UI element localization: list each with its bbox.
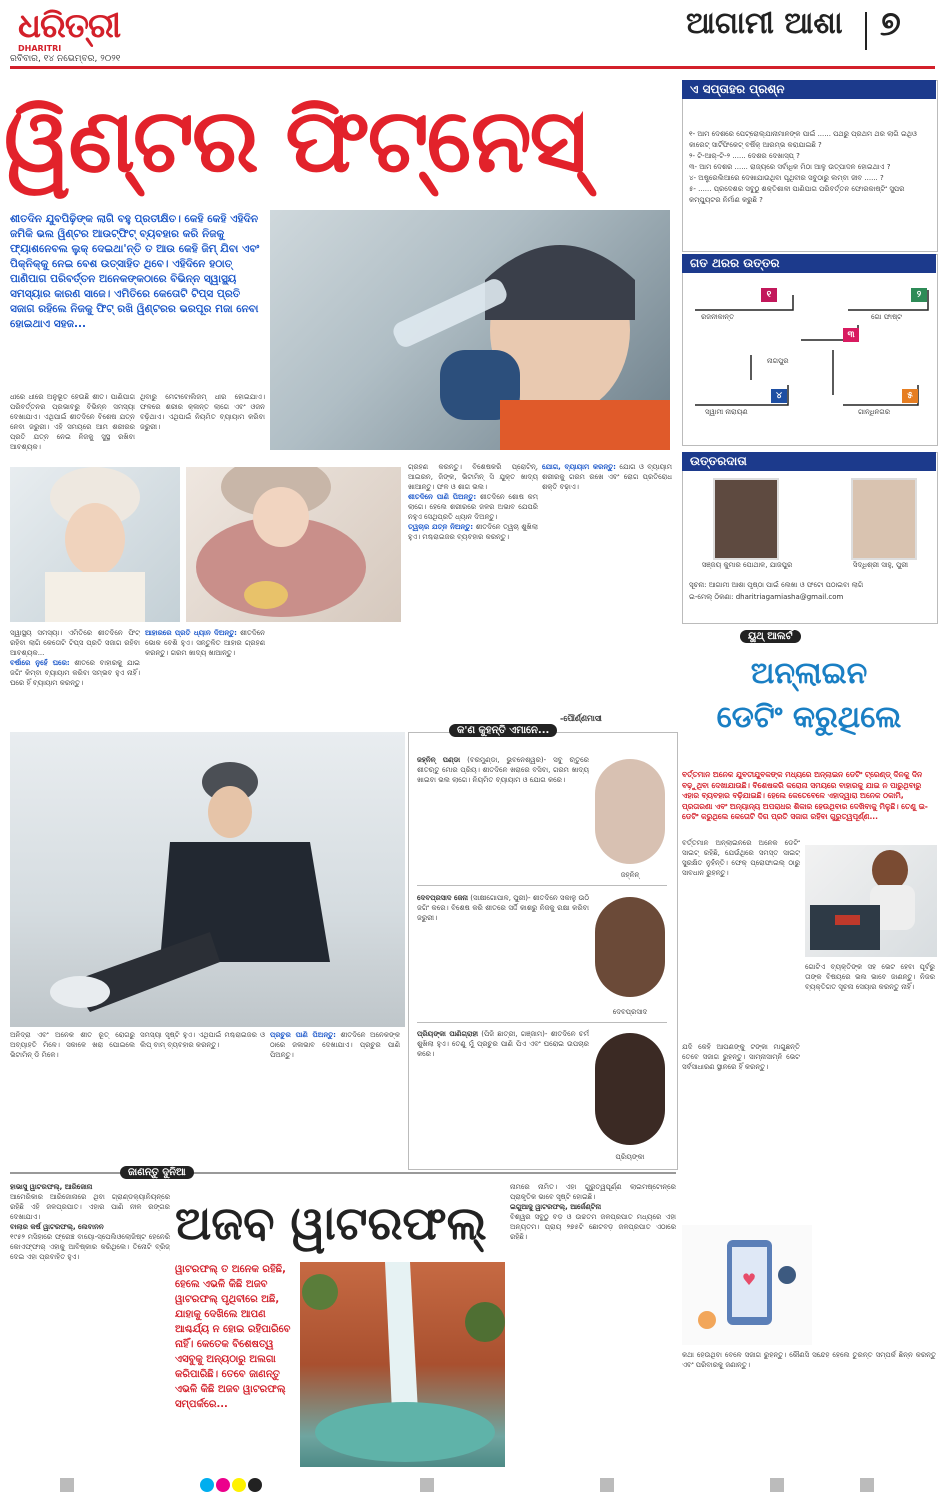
caption-under-girl: ସ୍ୱାସ୍ଥ୍ୟ ସମସ୍ୟା। ଏମିତିରେ ଶୀତଦିନେ ଫିଟ୍ ରହିବା ଲାଗି କେତୋଟି ଟିପ୍ସ ପ୍ରତି ସଜାଗ ରହିବା ଆବଶ୍ୟକ... bbox=[10, 629, 140, 657]
answerers-note-2: ଇ-ମେଲ୍ ଠିକଣା: dharitriagamiasha@gmail.com bbox=[689, 593, 844, 601]
hero-photo-illustration bbox=[270, 210, 670, 450]
dating-app-illustration bbox=[682, 1225, 812, 1345]
opinion-3-caption: ପ୍ରିୟଙ୍କା bbox=[615, 1153, 645, 1161]
sub-4-text: ଶୀତଦିନେ ତ୍ୱଚା ଶୁଖିଲା ହୁଏ। ମଶ୍ଚରାଇଜର ବ୍ୟବହାର କରନ୍ତୁ। bbox=[408, 523, 538, 541]
registration-mark bbox=[232, 1478, 246, 1492]
sub-1-title: ବର୍ଷାରେ ନୁହେଁ ଘରେ: bbox=[10, 659, 70, 667]
question-box-header: ଏ ସପ୍ତାହର ପ୍ରଶ୍ନ bbox=[682, 80, 936, 99]
masthead-rule bbox=[10, 66, 935, 69]
opinion-1-photo bbox=[595, 759, 665, 864]
question-item: ୫- ...... ପ୍ରଦେଶର ସବୁଠୁ ଶକ୍ତିଶାଳୀ ପାଣିପାଗ ପରିବର୍ତ୍ତନ ଫୋରକାଷ୍ଟିଂ ସୁପର କମ୍ପ୍ୟୁଟର ନିର୍ମାଣ କରୁଛି ? bbox=[689, 185, 905, 204]
waterfall-item-1-title: ହାଭାସୁ ୱାଟରଫଲ୍, ଆରିଜୋନା bbox=[10, 1183, 93, 1191]
waterfall-intro: ୱାଟରଫଲ୍ ତ ଅନେକ ରହିଛି, ହେଲେ ଏଭଳି କିଛି ଅଜବ ୱାଟରଫଲ୍ ପୃଥିବୀରେ ଅଛି, ଯାହାକୁ ଦେଖିଲେ ଆପଣ ଆଶ୍ଚର୍ଯ୍ୟ ନ ହୋଇ ରହିପାରିବେ ନାହିଁ। କେତେକ ବିଶେଷତ୍ୱ ଏସବୁକୁ ଅନ୍ୟଠାରୁ ଅଲଗା କରିପାରିଛି। ତେବେ ଜାଣନ୍ତୁ ଏଭଳି କିଛି ଅଜବ ୱାଟରଫଲ୍ ସମ୍ପର୍କରେ... bbox=[175, 1264, 291, 1410]
runner-illustration bbox=[10, 732, 405, 1027]
body-col-1: ଧୀରେ ଧୀରେ ଅନୁଭୂତ ହେଉଛି ଶୀତ। ପାଣିପାଗ ପରିବର୍ତ୍ତନର ପ୍ରଭାବରୁ ବିଭିନ୍ନ ସମସ୍ୟା ଦେଖାଯାଏ। ଏଥିପାଇଁ ଶୀତଦିନେ ବିଶେଷ ଯତ୍ନ ନେବା ଜରୁରୀ। ଏହି ସମୟରେ ଆମ ଶରୀରର ପ୍ରତି ଯତ୍ନ ନେଇ ନିଜକୁ ସୁସ୍ଥ ରଖିବା ଆବଶ୍ୟକ। bbox=[10, 393, 135, 451]
opinion-3-text: ଶୀତଦିନେ ଚର୍ମ ଶୁଖିଲା ହୁଏ। ତେଣୁ ମୁଁ ପ୍ରଚୁର ପାଣି ପିଏ ଏବଂ ଘରୋଇ ଉପଚାର କରେ। bbox=[417, 1030, 589, 1058]
question-item: ୩- ଆମ ଦେଶର ...... ରାଜ୍ୟରେ ସର୍ବାଧିକ ମିଠା ଆଳୁ ଉତ୍ପାଦନ ହୋଇଥାଏ ? bbox=[689, 163, 891, 171]
question-list bbox=[689, 129, 929, 206]
registration-mark bbox=[216, 1478, 230, 1492]
newspaper-logo: ଧରିତ୍ରୀ bbox=[18, 6, 121, 46]
opinion-1-text: ସବୁ ଋତୁରେ ଶୀତଋତୁ ମୋର ପ୍ରିୟ। ଶୀତଦିନେ ଖରାରେ ବସିବା, ଗରମ ଖାଦ୍ୟ ଖାଇବା ଭଲ ଲାଗେ। ନିୟମିତ ବ୍ୟାୟାମ ଓ ଯୋଗ କରେ। bbox=[417, 756, 589, 784]
answer-5-text: ଗାନ୍ଧିନଗର bbox=[858, 408, 891, 416]
sub-1-text: ଶୀତରେ ବାହାରକୁ ଯାଇ ଜଗିଂ କିମ୍ବା ବ୍ୟାୟାମ କରିବା ସମ୍ଭବ ହୁଏ ନାହିଁ। ଘରେ ହିଁ ବ୍ୟାୟାମ କରନ୍ତୁ। bbox=[10, 659, 140, 687]
answer-2-number: ୨ bbox=[911, 288, 927, 302]
sub-5-text: ଯୋଗ ଓ ବ୍ୟାୟାମ ଶରୀରକୁ ଗରମ ରଖେ ଏବଂ ରୋଗ ପ୍ରତିରୋଧ ଶକ୍ତି ବଢ଼ାଏ। bbox=[542, 463, 672, 491]
youth-alert-headline-line-1: ଅନ୍‌ଲାଇନ bbox=[750, 656, 868, 691]
youth-alert-headline-line-2: ଡେଟିଂ କରୁଥିଲେ bbox=[716, 700, 902, 735]
sub-6-text: ଶୀତଦିନେ ଅନେକଙ୍କ ଠାରେ ଜଳାଭାବ ଦେଖାଯାଏ। ପ୍ରଚୁର ପାଣି ପିଅନ୍ତୁ। bbox=[270, 1031, 400, 1059]
waterfall-tag: ଜାଣନ୍ତୁ ଦୁନିଆ bbox=[120, 1166, 194, 1179]
opinion-divider bbox=[417, 1022, 667, 1023]
opinions-header: କ'ଣ କୁହନ୍ତି ଏମାନେ... bbox=[449, 724, 557, 737]
photo-scarf-lip-care bbox=[186, 467, 401, 622]
sub-3-title: ଶୀତଦିନେ ପାଣି ପିଅନ୍ତୁ: bbox=[408, 493, 477, 501]
body-col-9 bbox=[270, 1030, 400, 1168]
newspaper-logo-sub: DHARITRI bbox=[18, 44, 62, 53]
photo-waterfall bbox=[300, 1262, 505, 1467]
main-intro: ଶୀତଦିନ ଯୁବପିଢ଼ିଙ୍କ ଲାଗି ବହୁ ପ୍ରତୀକ୍ଷିତ। କେହି କେହି ଏହିଦିନ ଜମିକି ଭଲ ୱିଣ୍ଟର ଆଉଟ୍‌ଫିଟ୍ ବ୍ୟବହାର କରି ନିଜକୁ ଫ୍ୟାଶନେବଲ ଲୁକ୍ ଦେଇଥା'ନ୍ତି ତ ଆଉ କେହି ଜିମ୍ ଯିବା ଏବଂ ପିକ୍‌ନିକ୍‌କୁ ନେଇ ବେଶ ଉତ୍ସାହିତ ଥିବେ। ଏହିଦିନେ ହଠାତ୍ ପାଣିପାଗ ପରିବର୍ତ୍ତନ ଅନେକଙ୍କଠାରେ ବିଭିନ୍ନ ସ୍ୱାସ୍ଥ୍ୟ ସମସ୍ୟାର କାରଣ ସାଜେ। ଏମିତିରେ କେତୋଟି ଟିପ୍ସ ପ୍ରତି ସଜାଗ ରହିଲେ ନିଜକୁ ଫିଟ୍ ରଖି ୱିଣ୍ଟରର ଭରପୂର ମଜା ନେବା ହୋଇଥାଏ ସହଜ... bbox=[10, 213, 260, 330]
section-title: ଆଗାମୀ ଆଶା bbox=[686, 6, 843, 41]
waterfall-col-3-text: ନାମରେ ନାମିତ। ଏହା ଗୁରୁତ୍ୱପୂର୍ଣ୍ଣ ଲାଇମଷ୍ଟୋନ୍‌ରେ ପ୍ରାକୃତିକ ଭାବେ ସୃଷ୍ଟି ହୋଇଛି। bbox=[510, 1183, 676, 1201]
registration-mark bbox=[60, 1478, 74, 1492]
opinion-1 bbox=[417, 755, 589, 873]
waterfall-item-1-text: ଆମେରିକାର ଆରିଜୋନାରେ ଥିବା ଗ୍ରାଣ୍ଡକ୍ୟାନିୟନ୍‌ରେ ରହିଛି ଏହି ଜଳପ୍ରପାତ। ଏହାର ପାଣି ନୀଳ ରଙ୍ଗର ଦେଖାଯାଏ। bbox=[10, 1193, 170, 1221]
waterfall-item-2-title: ବାଲାର କର୍ଷ ୱାଟରଫଲ୍, ଲେବାନନ bbox=[10, 1223, 104, 1231]
issue-date: ରବିବାର, ୧୪ ନଭେମ୍ବର, ୨୦୨୧ bbox=[10, 54, 121, 64]
answerer-1-caption: ସଞ୍ଜୟ କୁମାର ପୋଥାଳ, ଯାଜପୁର bbox=[701, 561, 793, 569]
opinion-1-name: ଜହ୍ନିନ୍ ପଣ୍ଡା bbox=[417, 756, 461, 764]
opinion-2-caption: ଦେବପ୍ରସାଦ bbox=[612, 1008, 648, 1016]
byline: -ପୌର୍ଣ୍ଣମାସୀ bbox=[560, 714, 602, 723]
waterfall-col-3 bbox=[510, 1182, 676, 1472]
body-col-2: ଥିବାରୁ ମେଟାବୋଲିଜମ୍ ଧୀର ହୋଇଯାଏ। ଫଳରେ ଶରୀର କ୍ଳାନ୍ତ ଲାଗେ ଏବଂ ଓଜନ ବଢ଼ିଥାଏ। ଏଥିପାଇଁ ନିୟମିତ ବ୍ୟାୟାମ କରିବା ଜରୁରୀ। bbox=[140, 393, 265, 431]
sub-5-title: ଯୋଗ, ବ୍ୟାୟାମ କରନ୍ତୁ: bbox=[542, 463, 616, 471]
question-item: ୧- ଆମ ଦେଶରେ ପେଟ୍ରୋଲ୍‌ଯାନାମାନଙ୍କ ପାଇଁ ...... ପଥରୁ ପ୍ରଥମ ଥର ଲାଗି ଇଥିଓ କାରେଟ୍ ସାର୍ଟିଫିକେଟ୍ ବର୍ଷିକ୍ ଆରମ୍ଭ କରାଯାଇଛି ? bbox=[689, 130, 917, 149]
opinion-3-place: (ପିଜି ଛାତ୍ରୀ, ଗଞ୍ଜାମ)- bbox=[481, 1030, 548, 1038]
answer-1-number: ୧ bbox=[761, 288, 777, 302]
body-col-5 bbox=[10, 628, 140, 723]
opinion-3-name: ପ୍ରିୟଙ୍କା ପାଣିଗ୍ରାହୀ bbox=[417, 1030, 479, 1038]
registration-mark bbox=[420, 1478, 434, 1492]
body-col-8: ସମସ୍ୟା ସୃଷ୍ଟି ହୁଏ। ଏଥିପାଇଁ ମଶ୍ଚରାଇଜର ଓ ଲିପ୍ ବାମ୍ ବ୍ୟବହାର କରନ୍ତୁ। bbox=[140, 1031, 265, 1049]
sub-4-title: ତ୍ୱଚାର ଯତ୍ନ ନିଅନ୍ତୁ: bbox=[408, 523, 474, 531]
opinion-2-photo bbox=[595, 897, 665, 997]
body-col-4 bbox=[542, 462, 672, 712]
waterfall-headline: ଅଜବ ୱାଟରଫଲ୍ bbox=[175, 1196, 487, 1250]
answer-3-text: ନାଗପୁର bbox=[767, 357, 789, 365]
answerer-2-caption: ସିଦ୍ଧିଶ୍ରୀ ସାହୁ, ପୁରୀ bbox=[852, 561, 909, 569]
opinion-3-photo bbox=[595, 1033, 665, 1145]
answerers-header: ଉତ୍ତରଦାତା bbox=[682, 452, 936, 471]
youth-alert-tag: ୟୁଥ୍ ଆଲର୍ଟ bbox=[740, 630, 801, 643]
opinion-3 bbox=[417, 1029, 589, 1159]
youth-alert-col-4: କଥା ହେଉଥିବା ବେଳେ ସଜାଗ ରୁହନ୍ତୁ। କୌଣସି ସନ୍ଦେହ ହେଲେ ତୁରନ୍ତ ସମ୍ପର୍କ ଛିନ୍ନ କରନ୍ତୁ ଏବଂ ପରିବାରକୁ ଜଣାନ୍ତୁ। bbox=[682, 1351, 936, 1369]
sub-6-title: ପ୍ରଚୁର ପାଣି ପିଅନ୍ତୁ: bbox=[270, 1031, 336, 1039]
registration-mark bbox=[860, 1478, 874, 1492]
waterfall-col-1 bbox=[10, 1182, 170, 1472]
photo-runner-stretching bbox=[10, 732, 405, 1027]
hero-photo-water-drinker bbox=[270, 210, 670, 450]
registration-mark bbox=[600, 1478, 614, 1492]
opinion-1-place: (ବରମୁଣ୍ଡା, ଭୁବନେଶ୍ୱର)- bbox=[467, 756, 547, 764]
opinion-divider bbox=[417, 885, 667, 886]
photo-woman-laptop bbox=[805, 845, 937, 957]
question-item: ୨- ଟି-ଆର୍-ଟି-୨ ...... ଦେଶର ଦେଖାସ୍‌ପ୍ ? bbox=[689, 152, 800, 160]
answerer-2-photo bbox=[851, 478, 917, 560]
header-divider bbox=[865, 12, 867, 50]
registration-mark bbox=[248, 1478, 262, 1492]
photo-girl-illustration bbox=[10, 467, 180, 622]
opinion-2 bbox=[417, 893, 589, 1011]
sub-3-text: ଶୀତଦିନେ ଶୋଷ କମ୍ ଲାଗେ। ହେଲେ ଶରୀରରେ ଜଳର ଅଭାବ ଯେପରି ନହୁଏ ସେଥିପ୍ରତି ଧ୍ୟାନ ଦିଅନ୍ତୁ। bbox=[408, 493, 538, 521]
page-number: ୭ bbox=[880, 4, 901, 44]
answerer-1-photo bbox=[713, 478, 779, 560]
question-box bbox=[682, 80, 938, 252]
body-col-3 bbox=[408, 462, 538, 712]
registration-mark bbox=[770, 1478, 784, 1492]
answer-1-text: ରଜନୀକାନ୍ତ bbox=[701, 313, 735, 321]
opinions-box bbox=[408, 725, 678, 1170]
photo-scarf-illustration bbox=[186, 467, 401, 622]
answer-4-number: ୪ bbox=[771, 389, 787, 403]
opinion-2-place: (ସାକ୍ଷୀଗୋପାଳ, ପୁରୀ)- bbox=[470, 894, 531, 902]
body-col-6 bbox=[145, 628, 265, 723]
question-item: ୪- ଅଷ୍ଟ୍ରେଲିଆରେ ଦେଖାଯାଉଥିବା ପୃଥିବୀର ସବୁଠାରୁ ଲମ୍ବା ଜୀବ ...... ? bbox=[689, 174, 884, 182]
sub-2-text: ଶୀତଦିନେ ଭୋକ ବେଶି ହୁଏ। ସନ୍ତୁଳିତ ଆହାର ଗ୍ରହଣ କରନ୍ତୁ। ଗରମ ଖାଦ୍ୟ ଖାଆନ୍ତୁ। bbox=[145, 629, 265, 657]
answerers-note-1: ସୂଚନା: ଆଗାମୀ ଆଶା ପୃଷ୍ଠା ପାଇଁ ଲେଖା ଓ ଫଟୋ ପଠାଇବା ଲାଗି bbox=[689, 581, 864, 589]
opinion-2-name: ଦେବପ୍ରସାଦ ଜେନା bbox=[417, 894, 469, 902]
answerers-box bbox=[682, 452, 938, 624]
photo-girl-lip-balm bbox=[10, 467, 180, 622]
youth-alert-col-1: ବର୍ତ୍ତମାନ ଅନ୍‌ଲାଇନରେ ଅନେକ ଡେଟିଂ ସାଇଟ୍ ରହିଛି, ଯେଉଁଥିରେ ସମସ୍ତ ସାଇଟ୍ ସୁରକ୍ଷିତ ନୁହଁନ୍ତି। ଫେକ୍ ପ୍ରୋଫାଇଲ୍ ଠାରୁ ସାବଧାନ ରୁହନ୍ତୁ। bbox=[682, 839, 800, 877]
body-col-7: ଅନିଦ୍ରା ଏବଂ ଅନେକ ଶୀତ ରୂତ୍ ରୋଗରୁ ଅବ୍ୟାହତି ମିଳେ। ସକାଳେ ଖରା ପୋଇଲେ ଭିଟାମିନ୍ ଡି ମିଳେ। bbox=[10, 1031, 135, 1059]
registration-mark bbox=[200, 1478, 214, 1492]
main-headline: ୱିଣ୍ଟର ଫିଟ୍‌ନେସ୍ bbox=[4, 89, 585, 192]
opinion-1-caption: ଜହ୍ନିନ୍ bbox=[620, 871, 640, 879]
youth-alert-col-2: ଗୋଟିଏ ବ୍ୟକ୍ତିଙ୍କ ସହ ଭେଟ ହେବା ପୂର୍ବରୁ ତାଙ୍କ ବିଷୟରେ ଭଲ ଭାବେ ଜାଣନ୍ତୁ। ନିଜର ବ୍ୟକ୍ତିଗତ ସୂଚନା ସେୟାର କରନ୍ତୁ ନାହିଁ। bbox=[805, 963, 935, 991]
sub-2-title: ଆହାରରେ ପ୍ରତି ଧ୍ୟାନ ଦିଅନ୍ତୁ: bbox=[145, 629, 237, 637]
youth-alert-intro: ବର୍ତ୍ତମାନ ଅନେକ ଯୁବତୀଯୁବକଙ୍କ ମଧ୍ୟରେ ଅନ୍‌ଲାଇନ ଡେଟିଂ ଟ୍ରେଣ୍ଡ୍ ଦିନକୁ ଦିନ ବଢ଼ୁଥିବା ଦେଖାଯାଉଛି। ବିଶେଷକରି କରୋନା ସମୟରେ ବାହାରକୁ ଯାଇ ନ ପାରୁଥିବାରୁ ଏହାର ବ୍ୟବହାର ବଢ଼ିଯାଇଛି। ହେଲେ କେତେବେଳେ ଏହାଦ୍ୱାରା ଅନେକ ଠକାମି, ପ୍ରତାରଣା ଏବଂ ଅନ୍ୟାନ୍ୟ ଅପରାଧର ଶିକାର ହେଉଥିବାର ଦେଖିବାକୁ ମିଳୁଛି। ତେଣୁ ଇ-ଡେଟିଂ କରୁଥିଲେ କେତୋଟି ଦିଗ ପ୍ରତି ସଜାଗ ରହିବା ଗୁରୁତ୍ୱପୂର୍ଣ୍ଣ... bbox=[682, 770, 928, 821]
opinion-2-text: ଶୀତଦିନେ ସକାଳୁ ଉଠି ଜଗିଂ କରେ। ବିଶେଷ କରି ଶୀତରେ ସର୍ଦ୍ଦି କାଶରୁ ନିଜକୁ ରକ୍ଷା କରିବା ଜରୁରୀ। bbox=[417, 894, 589, 922]
waterfall-item-2-text: ୧୯୫୨ ମସିହାରେ ଫ୍ରେଞ୍ଚ ବାୟୋ-ସ୍ପେଲିଓଲୋଜିଷ୍ଟ ହେନେରି କୋଏଫ୍‌ଫାର୍ ଏହାକୁ ଆବିଷ୍କାର କରିଥିଲେ। ତିନୋଟି ବ୍ରିଜ୍ ଦେଇ ଏହା ପ୍ରବାହିତ ହୁଏ। bbox=[10, 1233, 170, 1261]
answer-3-number: ୩ bbox=[843, 328, 859, 342]
answer-4-text: ସ୍ୱାମୀ ନାରାୟଣ bbox=[705, 408, 748, 416]
waterfall-illustration bbox=[300, 1262, 505, 1467]
answer-2-text: ଗୋ ଫାଷ୍ଟ bbox=[871, 313, 903, 321]
youth-alert-headline bbox=[682, 652, 936, 740]
answer-5-number: ୫ bbox=[902, 389, 918, 403]
youth-alert-col-3: ଯଦି କେହି ଆପଣଙ୍କୁ ଟଙ୍କା ମାଗୁଛନ୍ତି ତେବେ ସଜାଗ ରୁହନ୍ତୁ। ସାମ୍ନାସାମ୍ନି ଭେଟ ସର୍ବସାଧାରଣ ସ୍ଥାନରେ ହିଁ କରନ୍ତୁ। bbox=[682, 1043, 800, 1071]
photo-dating-app-illustration bbox=[682, 1225, 812, 1345]
body-col-3-text: ଗ୍ରହଣ କରନ୍ତୁ। ବିଶେଷକରି ପ୍ରୋଟିନ୍, ଆଇରନ, ଜିଙ୍କ, ଭିଟାମିନ୍ ସି ଯୁକ୍ତ ଖାଦ୍ୟ ଖାଆନ୍ତୁ। ଫଳ ଓ ଶାଗ ଭଲ। bbox=[408, 463, 538, 491]
woman-laptop-illustration bbox=[805, 845, 937, 957]
svg-text:♥: ♥ bbox=[741, 1270, 757, 1289]
waterfall-item-3-title: ଇଗୁଆଜୁ ୱାଟରଫଲ୍, ଆର୍ଜେଣ୍ଟିନା bbox=[510, 1203, 602, 1211]
waterfall-rule bbox=[10, 1172, 676, 1174]
answer-box bbox=[682, 254, 938, 446]
answer-box-header: ଗତ ଥରର ଉତ୍ତର bbox=[682, 254, 936, 273]
waterfall-item-3-text: ବିଶ୍ୱର ସବୁଠୁ ବଡ଼ ଓ ଉଚ୍ଚତମ ଜଳପ୍ରପାତ ମଧ୍ୟରେ ଏହା ଅନ୍ୟତମ। ପ୍ରାୟ ୨୭୫ଟି ଛୋଟବଡ଼ ଜଳପ୍ରପାତ ଏଠାରେ ରହିଛି। bbox=[510, 1213, 676, 1241]
